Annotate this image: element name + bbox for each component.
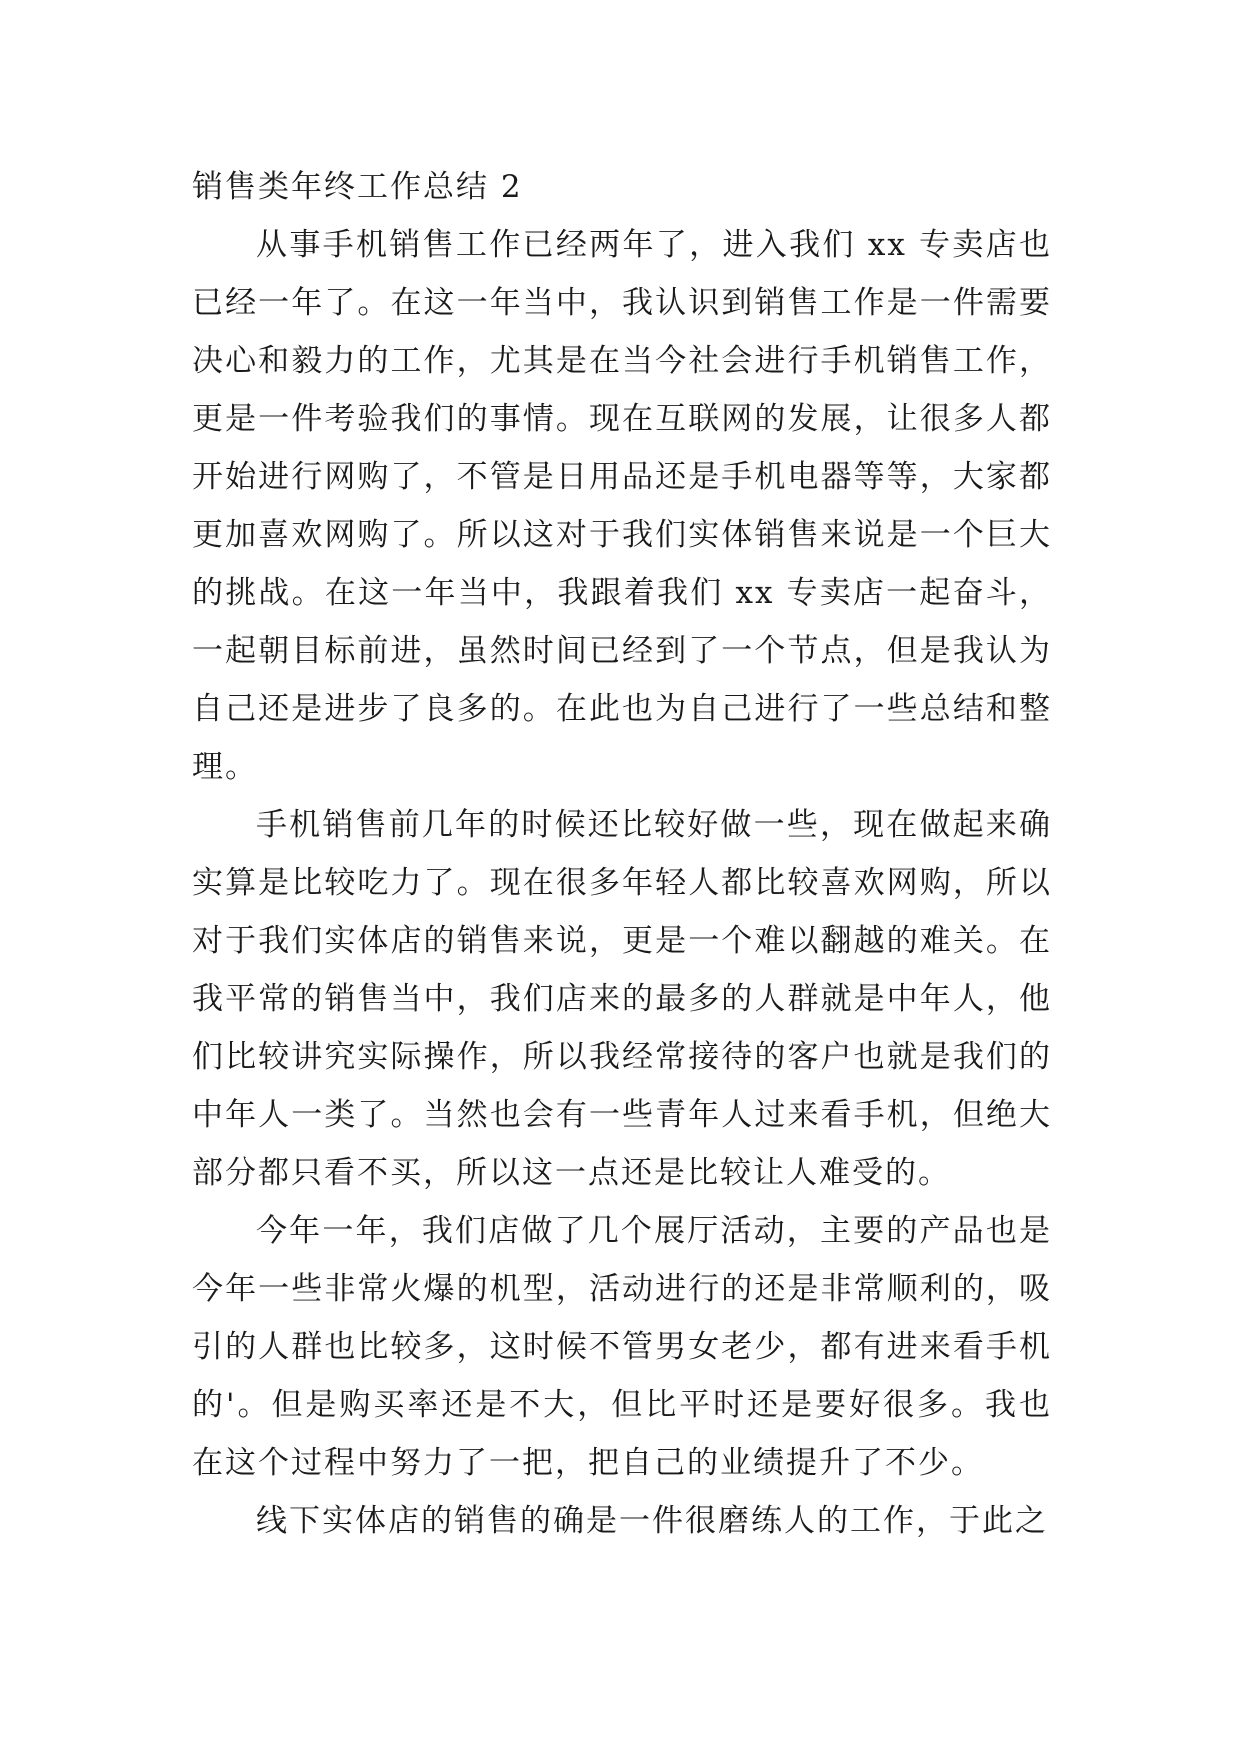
paragraph-3: 今年一年，我们店做了几个展厅活动，主要的产品也是今年一些非常火爆的机型，活动进行的还是非常顺利的，吸引的人群也比较多，这时候不管男女老少，都有进来看手机的'。但是购买率还是不大，但比平时还是要好很多。我也在这个过程中努力了一把，把自己的业绩提升了不少。 <box>192 1213 1052 1481</box>
paragraph-4: 线下实体店的销售的确是一件很磨练人的工作，于此之 <box>256 1503 1048 1539</box>
document-title: 销售类年终工作总结 2 <box>192 169 523 205</box>
document-body <box>192 158 1052 1550</box>
paragraph-1: 从事手机销售工作已经两年了，进入我们 xx 专卖店也已经一年了。在这一年当中，我认识到销售工作是一件需要决心和毅力的工作，尤其是在当今社会进行手机销售工作，更是一件考验我们的事情。现在互联网的发展，让很多人都开始进行网购了，不管是日用品还是手机电器等等，大家都更加喜欢网购了。所以这对于我们实体销售来说是一个巨大的挑战。在这一年当中，我跟着我们 xx 专卖店一起奋斗，一起朝目标前进，虽然时间已经到了一个节点，但是我认为自己还是进步了良多的。在此也为自己进行了一些总结和整理。 <box>192 227 1052 785</box>
paragraph-2: 手机销售前几年的时候还比较好做一些，现在做起来确实算是比较吃力了。现在很多年轻人都比较喜欢网购，所以对于我们实体店的销售来说，更是一个难以翻越的难关。在我平常的销售当中，我们店来的最多的人群就是中年人，他们比较讲究实际操作，所以我经常接待的客户也就是我们的中年人一类了。当然也会有一些青年人过来看手机，但绝大部分都只看不买，所以这一点还是比较让人难受的。 <box>192 807 1052 1191</box>
